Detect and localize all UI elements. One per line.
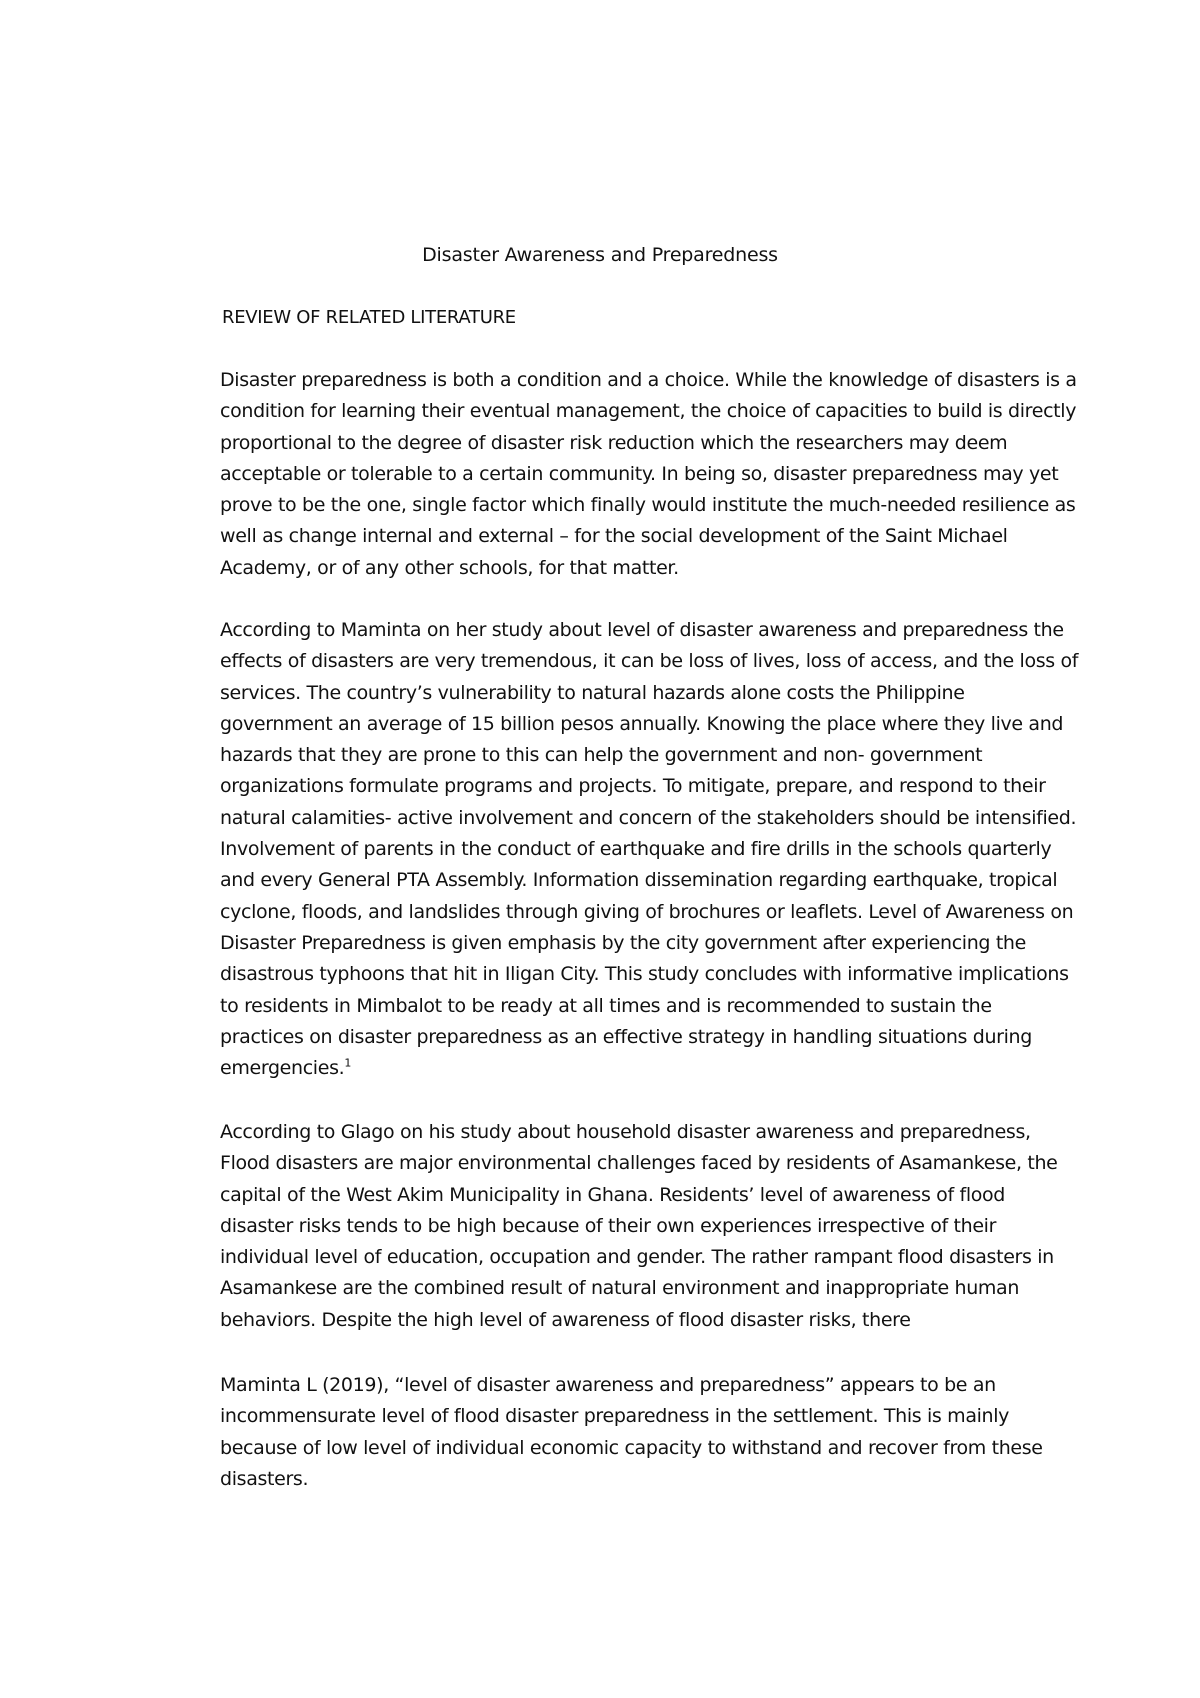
paragraph-line: Disaster Preparedness is given emphasis by the city government after experiencing the	[220, 931, 1026, 954]
paragraph-line: effects of disasters are very tremendous, it can be loss of lives, loss of access, and the loss of	[220, 650, 1079, 673]
paragraph-maminta-study	[220, 615, 1080, 1084]
paragraph-line: prove to be the one, single factor which finally would institute the much-needed resilience as	[220, 494, 1076, 517]
paragraph-line: proportional to the degree of disaster risk reduction which the researchers may deem	[220, 431, 1008, 454]
paragraph-line: hazards that they are prone to this can help the government and non- government	[220, 744, 983, 767]
paragraph-line: Flood disasters are major environmental challenges faced by residents of Asamankese, the	[220, 1152, 1058, 1175]
paragraph-line: and every General PTA Assembly. Information dissemination regarding earthquake, tropical	[220, 869, 1058, 892]
paragraph-line: because of low level of individual economic capacity to withstand and recover from these	[220, 1436, 1043, 1459]
paragraph-line: incommensurate level of flood disaster preparedness in the settlement. This is mainly	[220, 1405, 1010, 1428]
paragraph-line	[220, 1053, 1080, 1084]
paragraph-line: Maminta L (2019), “level of disaster awareness and preparedness” appears to be an	[220, 1374, 996, 1396]
paragraph-line: organizations formulate programs and projects. To mitigate, prepare, and respond to their	[220, 775, 1046, 798]
paragraph-line: cyclone, floods, and landslides through giving of brochures or leaflets. Level of Awareness on	[220, 900, 1074, 923]
footnote-mark[interactable]: 1	[344, 1056, 351, 1070]
paragraph-line: disasters.	[220, 1467, 309, 1490]
paragraph-line: Academy, or of any other schools, for that matter.	[220, 556, 679, 579]
paragraph-line: behaviors. Despite the high level of awareness of flood disaster risks, there	[220, 1308, 911, 1331]
paragraph-line: disastrous typhoons that hit in Iligan City. This study concludes with informative implications	[220, 963, 1069, 986]
paragraph-line: individual level of education, occupation and gender. The rather rampant flood disasters in	[220, 1246, 1054, 1269]
paragraph-line: According to Maminta on her study about level of disaster awareness and preparedness the	[220, 619, 1064, 641]
paragraph-line: acceptable or tolerable to a certain community. In being so, disaster preparedness may yet	[220, 462, 1059, 485]
paragraph-line: well as change internal and external – for the social development of the Saint Michael	[220, 525, 1008, 548]
document-title: Disaster Awareness and Preparedness	[422, 244, 778, 266]
paragraph-intro	[220, 365, 1080, 584]
paragraph-line: practices on disaster preparedness as an effective strategy in handling situations during	[220, 1025, 1032, 1048]
paragraph-line: condition for learning their eventual management, the choice of capacities to build is directly	[220, 400, 1077, 423]
paragraph-citation	[220, 1370, 1080, 1495]
paragraph-line: capital of the West Akim Municipality in Ghana. Residents’ level of awareness of flood	[220, 1183, 1006, 1206]
paragraph-line: Asamankese are the combined result of natural environment and inappropriate human	[220, 1277, 1020, 1300]
paragraph-line: Involvement of parents in the conduct of earthquake and fire drills in the schools quarterly	[220, 838, 1052, 861]
paragraph-line: natural calamities- active involvement and concern of the stakeholders should be intensified.	[220, 806, 1077, 829]
section-heading: REVIEW OF RELATED LITERATURE	[222, 307, 516, 328]
paragraph-line: to residents in Mimbalot to be ready at all times and is recommended to sustain the	[220, 994, 992, 1017]
paragraph-line: Disaster preparedness is both a condition and a choice. While the knowledge of disasters is a	[220, 369, 1077, 391]
paragraph-line: According to Glago on his study about household disaster awareness and preparedness,	[220, 1121, 1031, 1143]
paragraph-line: government an average of 15 billion pesos annually. Knowing the place where they live and	[220, 712, 1064, 735]
paragraph-line: services. The country’s vulnerability to natural hazards alone costs the Philippine	[220, 681, 965, 704]
paragraph-line-text: emergencies.	[220, 1057, 345, 1080]
paragraph-glago-study	[220, 1117, 1080, 1336]
paragraph-line: disaster risks tends to be high because of their own experiences irrespective of their	[220, 1214, 997, 1237]
